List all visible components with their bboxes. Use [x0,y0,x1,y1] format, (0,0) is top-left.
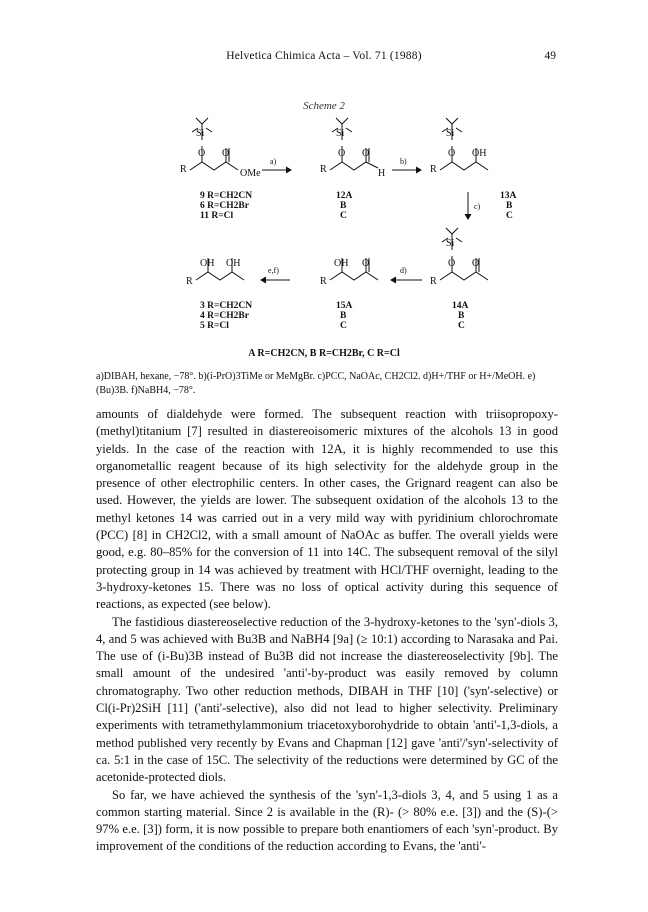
arrow-b [392,167,421,173]
arrow-label-a: a) [270,157,277,166]
r-label: R [186,276,193,287]
compound-label: 12A [336,191,353,201]
arrow-d [391,277,422,283]
compound-label: C [340,321,347,331]
o-label: O [448,148,456,159]
paragraph: So far, we have achieved the synthesis of the 'syn'-1,3-diols 3, 4, and 5 using 1 as a common starting material. Since 2 is available in the (R)- (> 80% e.e. [3]) and the (S)-(> 97% e.e. [3]) form, it is now possible to prepare both enantiomers of each 'syn'-product. By improvement of the conditions of the reduction according to Evans, the 'anti'- [96,787,558,854]
r-label: R [320,164,327,175]
o-label: O [222,148,230,159]
compound-ester-structure [190,118,238,170]
compound-label: B [340,201,347,211]
compound-label: 11 R=Cl [200,211,234,221]
r-label: R [430,276,437,287]
o-label: O [362,148,370,159]
arrow-label-d: d) [400,266,407,275]
arrow-ef [261,277,290,283]
arrow-label-ef: e,f) [268,266,279,275]
o-label: O [472,258,480,269]
o-label: O [338,148,346,159]
ome-label: OMe [240,168,261,179]
compound-label: 5 R=Cl [200,321,229,331]
scheme-legend: A R=CH2CN, B R=CH2Br, C R=Cl [248,348,400,359]
compound-label: B [340,311,347,321]
compound-label: 14A [452,301,469,311]
oh-label: OH [200,258,215,269]
compound-label: 4 R=CH2Br [200,311,249,321]
compound-label: 9 R=CH2CN [200,191,253,201]
arrow-label-c: c) [474,202,481,211]
oh-label: OH [334,258,349,269]
compound-label: 3 R=CH2CN [200,301,253,311]
o-label: O [198,148,206,159]
journal-title: Helvetica Chimica Acta – Vol. 71 (1988) [226,50,422,62]
o-label: O [448,258,456,269]
r-label: R [430,164,437,175]
paragraph: amounts of dialdehyde were formed. The subsequent reaction with triisopropoxy-(methyl)titanium [7] resulted in diastereoisomeric mixtures of the alcohols 13 in good yields. In the case of the reaction with 12A, it is highly recommended to use this organometallic reagent because of its high selectivity for the aldehyde group in the presence of other electrophilic centers. In other cases, the Grignard reagent can also be used. However, the yields are lower. The subsequent oxidation of the alcohols 13 to the methyl ketones 14 was carried out in a very mild way with pyridinium chlorochromate (PCC) [8] in CH2Cl2, with a small amount of NaOAc as buffer. The overall yields were good, e.g. 80–85% for the conversion of 11 into 14C. The subsequent removal of the silyl protecting group in 14 was achieved by treatment with HCl/THF overnight, leading to the 3-hydroxy-ketones 15. There was no loss of optical activity during this sequence of reactions, as expected (see below). [96,407,558,612]
arrow-a [262,167,291,173]
compound-label: C [506,211,513,221]
r-label: R [180,164,187,175]
o-label: O [362,258,370,269]
si-label: Si [446,128,455,139]
scheme-footnote: a)DIBAH, hexane, −78°. b)(i-PrO)3TiMe or MeMgBr. c)PCC, NaOAc, CH2Cl2. d)H+/THF or H+/MeOH. e)(Bu)3B. f)NaBH4, −78°. [96,371,536,396]
oh-label: OH [472,148,487,159]
compound-label: 13A [500,191,517,201]
arrow-c [465,192,471,219]
compound-label: 6 R=CH2Br [200,201,249,211]
compound-ketone-structure [440,228,488,280]
compound-alcohol-structure [440,118,488,170]
body-text [96,406,558,856]
oh-label: OH [226,258,241,269]
paragraph: The fastidious diastereoselective reduction of the 3-hydroxy-ketones to the 'syn'-diols 3, 4, and 5 was achieved with Bu3B and NaBH4 [9a] (≥ 10:1) according to Narasaka and Pai. The use of (i-Bu)3B instead of Bu3B did not increase the diastereoselectivity [9b]. The small amount of the undesired 'anti'-by-product was easily removed by column chromatography. Two other reduction methods, DIBAH in THF [10] ('syn'-selective) or Cl(i-Pr)2SiH [11] ('anti'-selective), also did not lead to higher selectivity. Preliminary experiments with tetramethylammonium triacetoxyborohydride to obtain 'anti'-1,3-diols, a method published very recently by Evans and Chapman [12] gave 'anti'/'syn'-selectivity of ca. 5:1 in the case of 15C. The selectivity of the reductions were determined by GC of the acetonide-protected diols. [96,614,558,785]
compound-label: 15A [336,301,353,311]
scheme-title: Scheme 2 [303,100,345,112]
compound-label: B [458,311,465,321]
compound-label: C [340,211,347,221]
r-label: R [320,276,327,287]
arrow-label-b: b) [400,157,407,166]
reaction-scheme [0,112,648,362]
page-number: 49 [544,50,556,62]
si-label: Si [196,128,205,139]
compound-label: C [458,321,465,331]
si-label: Si [446,238,455,249]
h-label: H [378,168,386,179]
compound-label: B [506,201,513,211]
si-label: Si [336,128,345,139]
compound-aldehyde-structure [330,118,378,170]
